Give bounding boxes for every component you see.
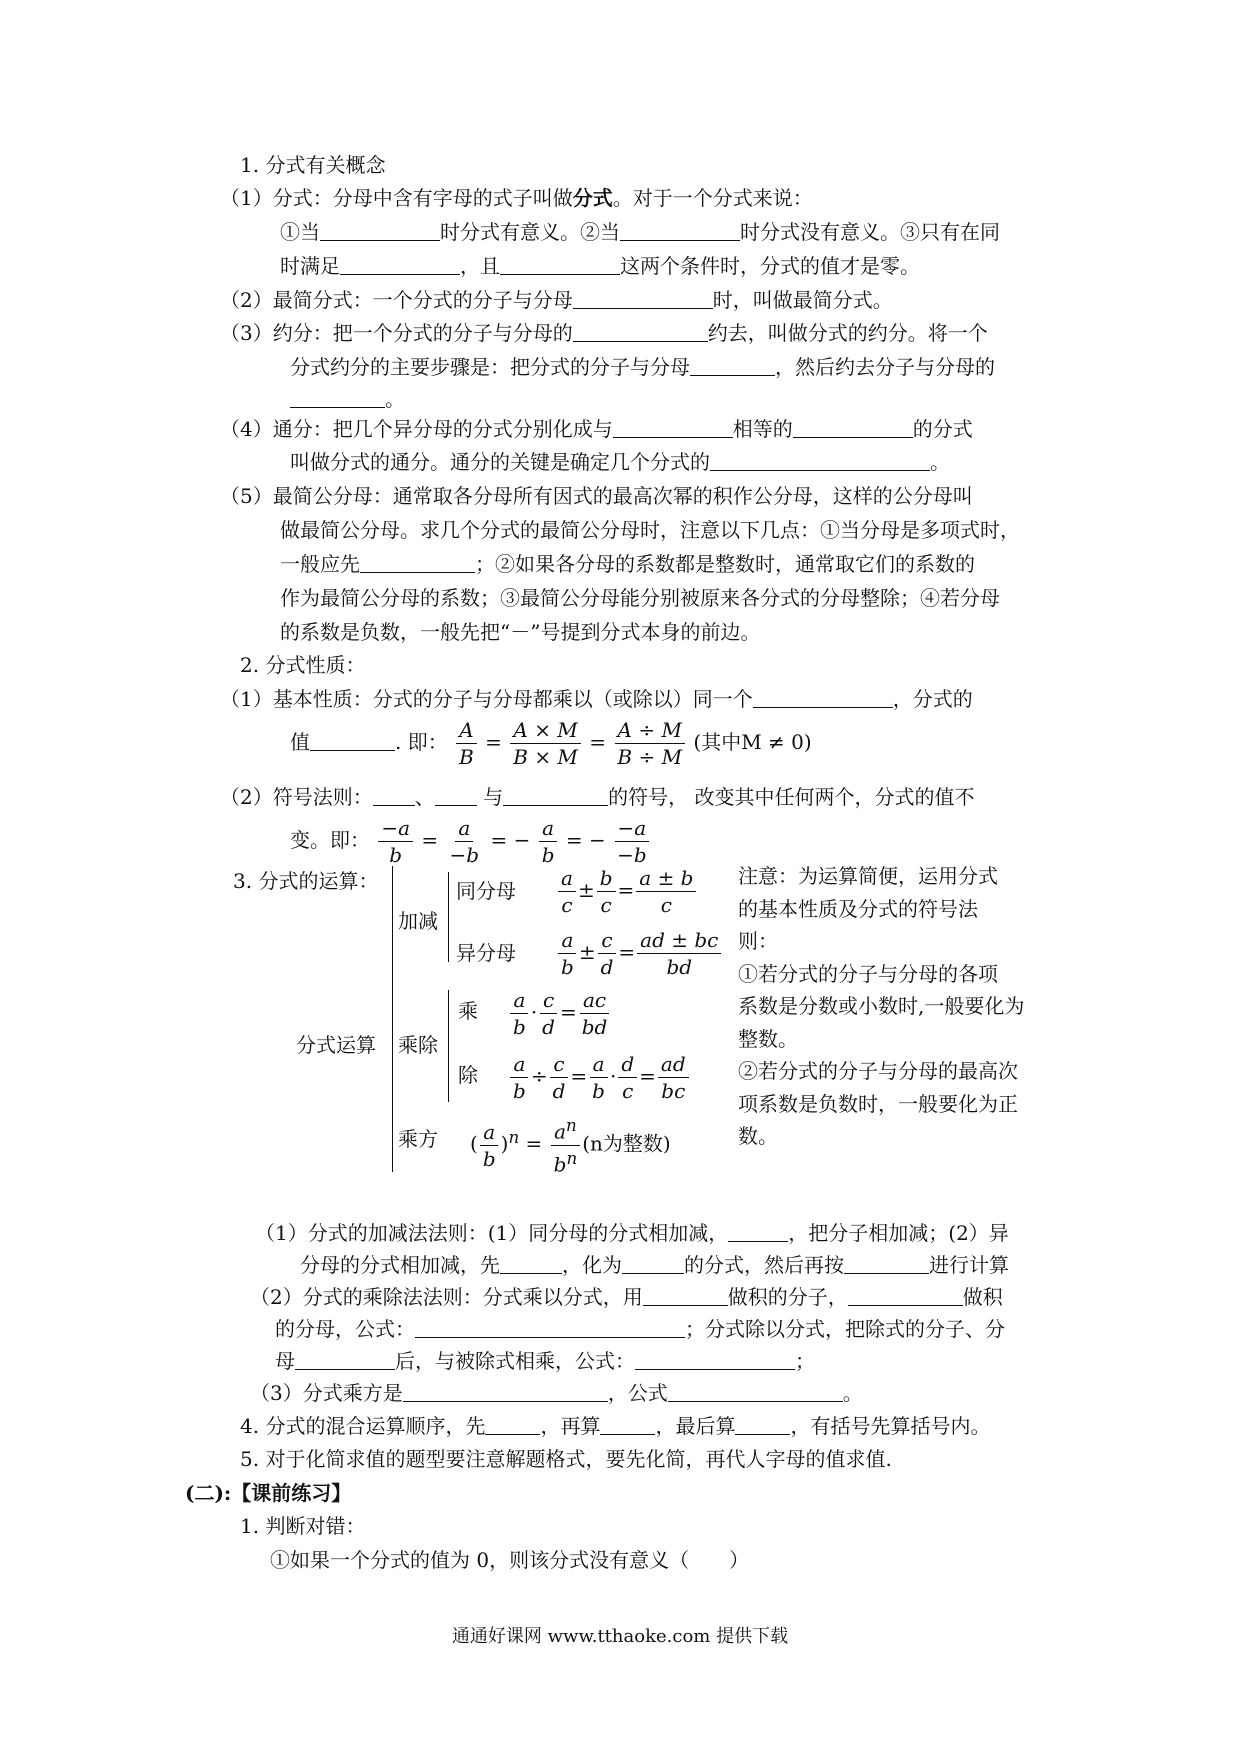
note-line: 整数。 (738, 1026, 798, 1051)
blank (793, 415, 913, 438)
blank (573, 286, 713, 309)
blank (613, 415, 733, 438)
blank (573, 319, 708, 342)
formula-divide: $\frac{a}{b}$ ÷ $\frac{c}{d}$ = $\frac{a}{b}$ · $\frac{d}{c}$ = $\frac{ad}{bc}$ (508, 1048, 691, 1104)
formula-same-denominator: $\frac{a}{c}$ ± $\frac{b}{c}$ = $\frac{a \pm b}{c}$ (556, 862, 698, 918)
blank (295, 1347, 395, 1370)
same-denominator-label: 同分母 (456, 879, 516, 903)
formula-different-denominator: $\frac{a}{b}$ ± $\frac{c}{d}$ = $\frac{ad \pm bc}{bd}$ (556, 924, 723, 980)
paragraph-1-1: （1）分式：分母中含有字母的式子叫做分式。对于一个分式来说： (220, 186, 813, 210)
practice-question-1: 1. 判断对错： (240, 1514, 366, 1538)
note-box (738, 860, 1024, 1153)
blank (503, 783, 608, 806)
paragraph-2-2-line2: 变。即： $\frac{-a}{b}$ = $\frac{a}{-b}$ = − $\frac{a}{b}$ = − $\frac{-a}{-b}$ (290, 812, 652, 868)
paragraph-1-1-line2: ①当 时分式有意义。②当 时分式没有意义。③只有在同 (280, 220, 1000, 244)
note-line: ②若分式的分子与分母的最高次 (738, 1059, 1018, 1083)
paragraph-1-4: （4）通分：把几个异分母的分式分别化成与 相等的 的分式 (220, 417, 973, 441)
blank (500, 252, 620, 275)
blank (600, 1412, 655, 1435)
note-line: ①若分式的分子与分母的各项 (738, 961, 998, 986)
rule-multiply-divide-line2: 的分母，公式： ；分式除以分式，把除式的分子、分 (275, 1317, 1005, 1341)
blank (435, 783, 477, 806)
blank (320, 218, 440, 241)
section-1-title: 1. 分式有关概念 (240, 153, 386, 177)
practice-item-1: ①如果一个分式的值为 0，则该分式没有意义（ ） (270, 1548, 750, 1572)
formula-multiply: $\frac{a}{b}$ · $\frac{c}{d}$ = $\frac{ac}{bd}$ (508, 984, 612, 1040)
paragraph-2-1: （1）基本性质：分式的分子与分母都乘以（或除以）同一个 ，分式的 (220, 687, 973, 711)
paragraph-1-5: （5）最简公分母：通常取各分母所有因式的最高次幂的积作公分母，这样的公分母叫 (220, 484, 973, 508)
paragraph-2-1-line2: 值 . 即： $\frac{A}{B}$ = $\frac{A \times M}{B \times M}$ = $\frac{A \div M}{B \div M}$ (其中M ≠ 0) (290, 718, 812, 769)
power-label: 乘方 (398, 1127, 438, 1151)
paragraph-1-4-line2: 叫做分式的通分。通分的关键是确定几个分式的 。 (290, 450, 950, 474)
rule-multiply-divide-line3: 母 后，与被除式相乘，公式： ； (275, 1349, 815, 1373)
divide-label: 除 (458, 1063, 478, 1087)
blank (360, 550, 475, 573)
rule-add-subtract: （1）分式的加减法法则：(1）同分母的分式相加减， ，把分子相加减；(2）异 (255, 1221, 1009, 1245)
blank (710, 448, 930, 471)
fraction: $\frac{A \times M}{B \times M}$ (510, 717, 581, 770)
blank (728, 1219, 788, 1242)
note-line: 则： (738, 929, 778, 953)
paragraph-1-1-line3: 时满足 ，且 这两个条件时，分式的值才是零。 (280, 254, 920, 278)
paragraph-1-5-line3: 一般应先 ；②如果各分母的系数都是整数时，通常取它们的系数的 (280, 552, 975, 576)
outer-brace (392, 866, 393, 1172)
fraction: $\frac{-a}{-b}$ (614, 815, 650, 868)
blank (735, 1412, 790, 1435)
multiply-divide-label: 乘除 (398, 1033, 438, 1057)
paragraph-1-5-line4: 作为最简公分母的系数；③最简公分母能分别被原来各分式的分母整除；④若分母 (280, 586, 1000, 610)
rule-multiply-divide: （2）分式的乘除法法则：分式乘以分式，用 做积的分子， 做积 (250, 1285, 1003, 1309)
blank (622, 1251, 684, 1274)
inner-brace-add (448, 872, 449, 962)
fraction: $\frac{a}{b}$ (539, 815, 558, 868)
blank (643, 1283, 728, 1306)
blank (848, 1283, 963, 1306)
paragraph-1-3-line2: 分式约分的主要步骤是：把分式的分子与分母 ，然后约去分子与分母的 (290, 355, 995, 379)
blank (753, 685, 893, 708)
blank (635, 1347, 795, 1370)
fraction: $\frac{-a}{b}$ (378, 815, 413, 868)
blank (690, 353, 775, 376)
paragraph-1-3: （3）约分：把一个分式的分子与分母的 约去，叫做分式的约分。将一个 (220, 321, 988, 345)
section-2-title: 2. 分式性质： (240, 653, 366, 677)
blank (485, 1412, 540, 1435)
practice-heading: (二):【课前练习】 (185, 1481, 352, 1505)
blank (500, 1251, 562, 1274)
rule-add-subtract-line2: 分母的分式相加减，先 ，化为 的分式，然后再按 进行计算 (300, 1253, 1009, 1277)
multiply-label: 乘 (458, 999, 478, 1023)
note-line: 系数是分数或小数时,一般要化为 (738, 994, 1025, 1018)
term-bold: 分式 (572, 186, 613, 210)
note-line: 数。 (738, 1124, 778, 1148)
note-line: 的基本性质及分式的符号法 (738, 896, 978, 921)
inner-brace-multiply (448, 990, 449, 1102)
note-line: 项系数是负数时，一般要化为正 (738, 1091, 1018, 1116)
add-subtract-label: 加减 (398, 909, 438, 933)
blank (373, 783, 415, 806)
blank (310, 728, 395, 751)
paragraph-1-2: （2）最简分式：一个分式的分子与分母 时，叫做最简分式。 (220, 288, 893, 312)
paragraph-1-5-line5: 的系数是负数，一般先把“－”号提到分式本身的前边。 (280, 620, 761, 644)
fraction: $\frac{a}{-b}$ (449, 816, 480, 867)
section-4: 4. 分式的混合运算顺序，先 ，再算 ，最后算 ，有括号先算括号内。 (240, 1414, 991, 1438)
blank (620, 218, 740, 241)
fraction: $\frac{A \div M}{B \div M}$ (614, 717, 685, 770)
blank (403, 1379, 608, 1402)
operations-root-label: 分式运算 (296, 1033, 376, 1057)
section-3-title: 3. 分式的运算： (233, 869, 379, 893)
different-denominator-label: 异分母 (456, 941, 516, 965)
paragraph-2-2: （2）符号法则： 、 与 的符号， 改变其中任何两个，分式的值不 (220, 785, 975, 809)
note-line: 注意：为运算简便，运用分式 (738, 864, 998, 888)
formula-power: ( $\frac{a}{b}$ )$^n$ = $\frac{a^n}{b^n}$ (n为整数) (470, 1110, 671, 1177)
paragraph-1-3-line3: 。 (290, 384, 405, 414)
page-footer: 通通好课网 www.tthaoke.com 提供下载 (451, 1626, 789, 1647)
blank (668, 1379, 843, 1402)
fraction: $\frac{A}{B}$ (456, 717, 477, 770)
blank (844, 1251, 929, 1274)
blank (290, 385, 385, 408)
section-5: 5. 对于化简求值的题型要注意解题格式，要先化简，再代人字母的值求值. (240, 1447, 892, 1471)
blank (340, 252, 460, 275)
blank (415, 1315, 685, 1338)
paragraph-1-5-line2: 做最简公分母。求几个分式的最简公分母时，注意以下几点：①当分母是多项式时， (280, 518, 1020, 542)
rule-power: （3）分式乘方是 ，公式 。 (250, 1381, 863, 1405)
